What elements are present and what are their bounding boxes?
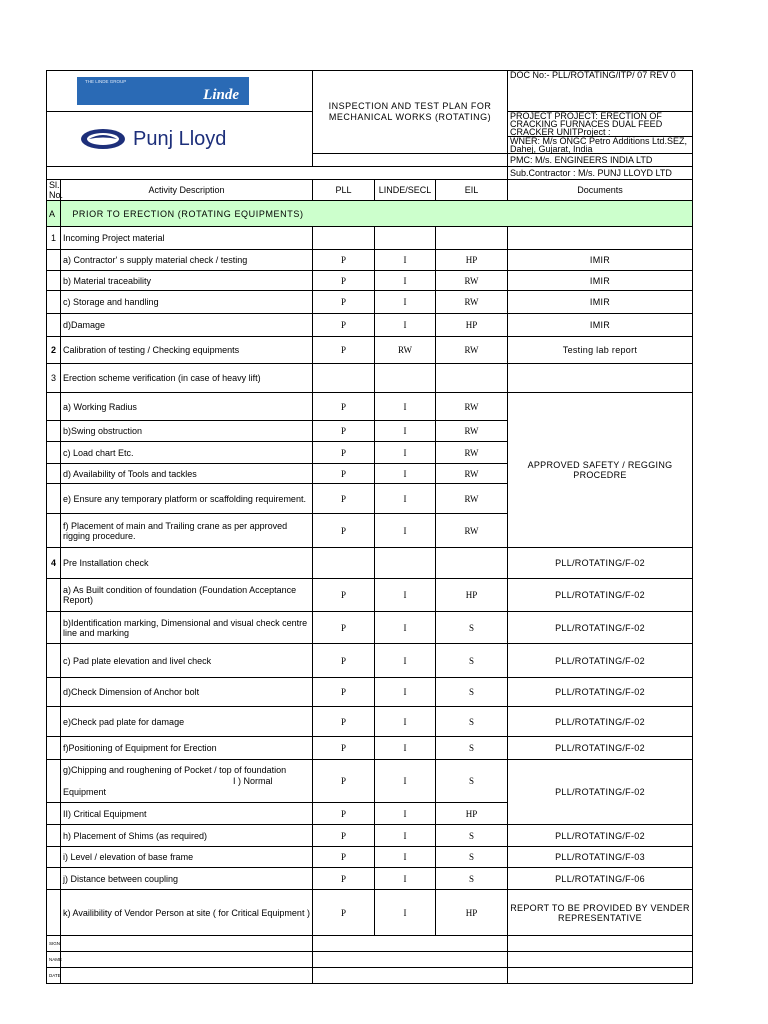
- col-slno: Sl. No.: [47, 180, 61, 201]
- table-row: 4 Pre Installation check PLL/ROTATING/F-02: [47, 548, 693, 579]
- sign-row: SIGN: [47, 936, 693, 952]
- table-row: a) As Built condition of foundation (Foundation Acceptance Report) P I HP PLL/ROTATING/F-02: [47, 579, 693, 612]
- owner-name: WNER: M/s ONGC Petro Additions Ltd.SEZ, Dahej, Gujarat, India: [508, 137, 693, 154]
- blank-header-2: [47, 167, 508, 180]
- table-row: c) Storage and handling P I RW IMIR: [47, 291, 693, 314]
- table-row: d)Damage P I HP IMIR: [47, 314, 693, 337]
- table-row: e) Ensure any temporary platform or scaffolding requirement. P I RW: [47, 484, 693, 514]
- col-documents: Documents: [508, 180, 693, 201]
- table-row: b)Identification marking, Dimensional and visual check centre line and marking P I S PLL/ROTATING/F-02: [47, 612, 693, 644]
- table-row: k) Availibility of Vendor Person at site ( for Critical Equipment ) P I HP REPORT TO BE PROVIDED BY VENDER REPRESENTATIVE: [47, 890, 693, 936]
- col-activity: Activity Description: [61, 180, 313, 201]
- section-title: PRIOR TO ERECTION (ROTATING EQUIPMENTS): [61, 201, 693, 227]
- table-row: b)Swing obstruction P I RW: [47, 421, 693, 442]
- table-row: 1 Incoming Project material: [47, 227, 693, 250]
- table-row: f) Placement of main and Trailing crane as per approved rigging procedure. P I RW: [47, 514, 693, 548]
- project-name: PROJECT PROJECT: ERECTION OF CRACKING FURNACES DUAL FEED CRACKER UNITProject :: [508, 112, 693, 137]
- punj-lloyd-logo: Punj Lloyd: [79, 127, 310, 151]
- table-row: i) Level / elevation of base frame P I S PLL/ROTATING/F-03: [47, 847, 693, 868]
- table-row: b) Material traceability P I RW IMIR: [47, 271, 693, 291]
- table-row: a) Working Radius P I RW APPROVED SAFETY / REGGING PROCEDRE: [47, 393, 693, 421]
- table-row: h) Placement of Shims (as required) P I S PLL/ROTATING/F-02: [47, 825, 693, 847]
- table-row: f)Positioning of Equipment for Erection P I S PLL/ROTATING/F-02: [47, 737, 693, 760]
- linde-logo: THE LINDE GROUP Linde: [77, 77, 249, 105]
- table-row: a) Contractor' s supply material check / testing P I HP IMIR: [47, 250, 693, 271]
- table-row: c) Load chart Etc. P I RW: [47, 442, 693, 464]
- linde-logo-cell: [47, 71, 313, 112]
- table-row: g)Chipping and roughening of Pocket / top of foundation I ) Normal Equipment P I S PLL/ROTATING/F-02: [47, 760, 693, 803]
- table-row: d)Check Dimension of Anchor bolt P I S PLL/ROTATING/F-02: [47, 678, 693, 707]
- name-row: NAME: [47, 952, 693, 968]
- itp-table: [46, 70, 693, 984]
- subcontractor-name: Sub.Contractor : M/s. PUNJ LLOYD LTD: [508, 167, 693, 180]
- table-row: 3 Erection scheme verification (in case of heavy lift): [47, 364, 693, 393]
- table-row: 2 Calibration of testing / Checking equipments P RW RW Testing lab report: [47, 337, 693, 364]
- pmc-name: PMC: M/s. ENGINEERS INDIA LTD: [508, 154, 693, 167]
- table-row: e)Check pad plate for damage P I S PLL/ROTATING/F-02: [47, 707, 693, 737]
- col-linde: LINDE/SECL: [375, 180, 436, 201]
- section-letter: A: [47, 201, 61, 227]
- col-eil: EIL: [436, 180, 508, 201]
- doc-number: DOC No:- PLL/ROTATING/ITP/ 07 REV 0: [508, 71, 693, 112]
- table-row: II) Critical Equipment P I HP: [47, 803, 693, 825]
- col-pll: PLL: [313, 180, 375, 201]
- table-row: j) Distance between coupling P I S PLL/ROTATING/F-06: [47, 868, 693, 890]
- table-row: d) Availability of Tools and tackles P I RW: [47, 464, 693, 484]
- punj-swirl-icon: [79, 127, 127, 151]
- date-row: DATE: [47, 968, 693, 984]
- blank-header: [313, 154, 508, 167]
- erection-scheme-documents: APPROVED SAFETY / REGGING PROCEDRE: [508, 393, 693, 548]
- table-row: c) Pad plate elevation and livel check P I S PLL/ROTATING/F-02: [47, 644, 693, 678]
- document-title: INSPECTION AND TEST PLAN FOR MECHANICAL WORKS (ROTATING): [313, 71, 508, 154]
- punj-logo-cell: [47, 112, 313, 167]
